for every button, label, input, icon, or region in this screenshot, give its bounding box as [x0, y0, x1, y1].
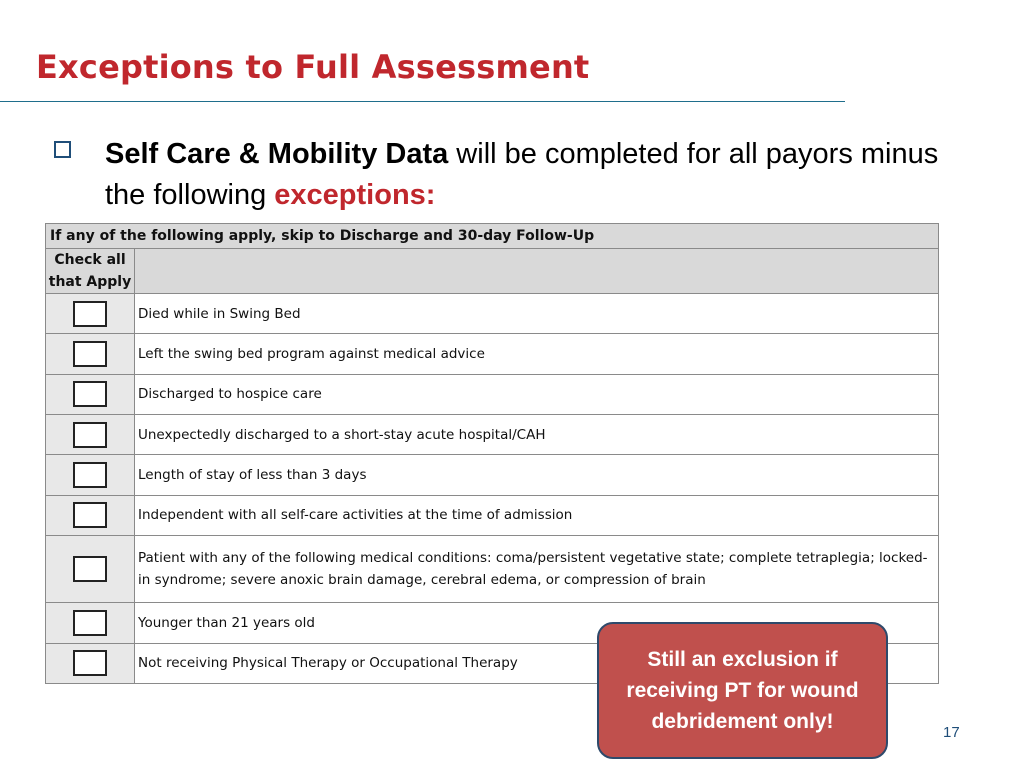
table-row	[46, 374, 939, 414]
check-all-header-line1: Check all	[54, 252, 126, 268]
bullet-emphasis: exceptions:	[274, 179, 436, 211]
exception-checkbox[interactable]	[73, 610, 107, 636]
exception-label: Unexpectedly discharged to a short-stay acute hospital/CAH	[135, 415, 939, 455]
title-divider	[0, 101, 845, 102]
slide-title: Exceptions to Full Assessment	[36, 48, 590, 86]
callout-note	[597, 622, 888, 759]
bullet-text	[105, 134, 955, 216]
exception-label: Discharged to hospice care	[135, 374, 939, 414]
exception-checkbox[interactable]	[73, 502, 107, 528]
exceptions-form-table	[45, 223, 939, 684]
callout-text: Still an exclusion if receiving PT for wound debridement only!	[626, 648, 859, 733]
form-subheader-row	[46, 249, 939, 294]
exception-checkbox[interactable]	[73, 341, 107, 367]
subheader-blank-cell	[135, 249, 939, 294]
table-row	[46, 294, 939, 334]
exception-label: Patient with any of the following medical conditions: coma/persistent vegetative state; complete tetraplegia; locked-in syndrome; severe anoxic brain damage, cerebral edema, or compression of brain	[135, 536, 939, 603]
exception-label: Left the swing bed program against medical advice	[135, 334, 939, 374]
form-header-row	[46, 224, 939, 249]
checkbox-bullet-icon	[54, 141, 71, 158]
table-row	[46, 415, 939, 455]
check-all-header-line2: that Apply	[48, 274, 132, 290]
check-all-header	[46, 249, 135, 294]
table-row	[46, 536, 939, 603]
table-row	[46, 455, 939, 495]
exception-checkbox[interactable]	[73, 301, 107, 327]
form-header: If any of the following apply, skip to Discharge and 30-day Follow-Up	[46, 224, 939, 249]
exception-checkbox[interactable]	[73, 462, 107, 488]
table-row	[46, 495, 939, 535]
exception-checkbox[interactable]	[73, 381, 107, 407]
exception-label: Younger than 21 years old	[135, 603, 939, 643]
table-row	[46, 334, 939, 374]
exception-label: Died while in Swing Bed	[135, 294, 939, 334]
exception-checkbox[interactable]	[73, 650, 107, 676]
bullet-middle-text: will be completed for all payors minus the following	[105, 138, 939, 211]
page-number: 17	[943, 724, 960, 741]
exception-label: Independent with all self-care activities at the time of admission	[135, 495, 939, 535]
exception-label: Not receiving Physical Therapy or Occupational Therapy	[135, 643, 939, 683]
exception-label: Length of stay of less than 3 days	[135, 455, 939, 495]
exception-checkbox[interactable]	[73, 556, 107, 582]
exception-checkbox[interactable]	[73, 422, 107, 448]
bullet-bold-text: Self Care & Mobility Data	[105, 138, 449, 170]
